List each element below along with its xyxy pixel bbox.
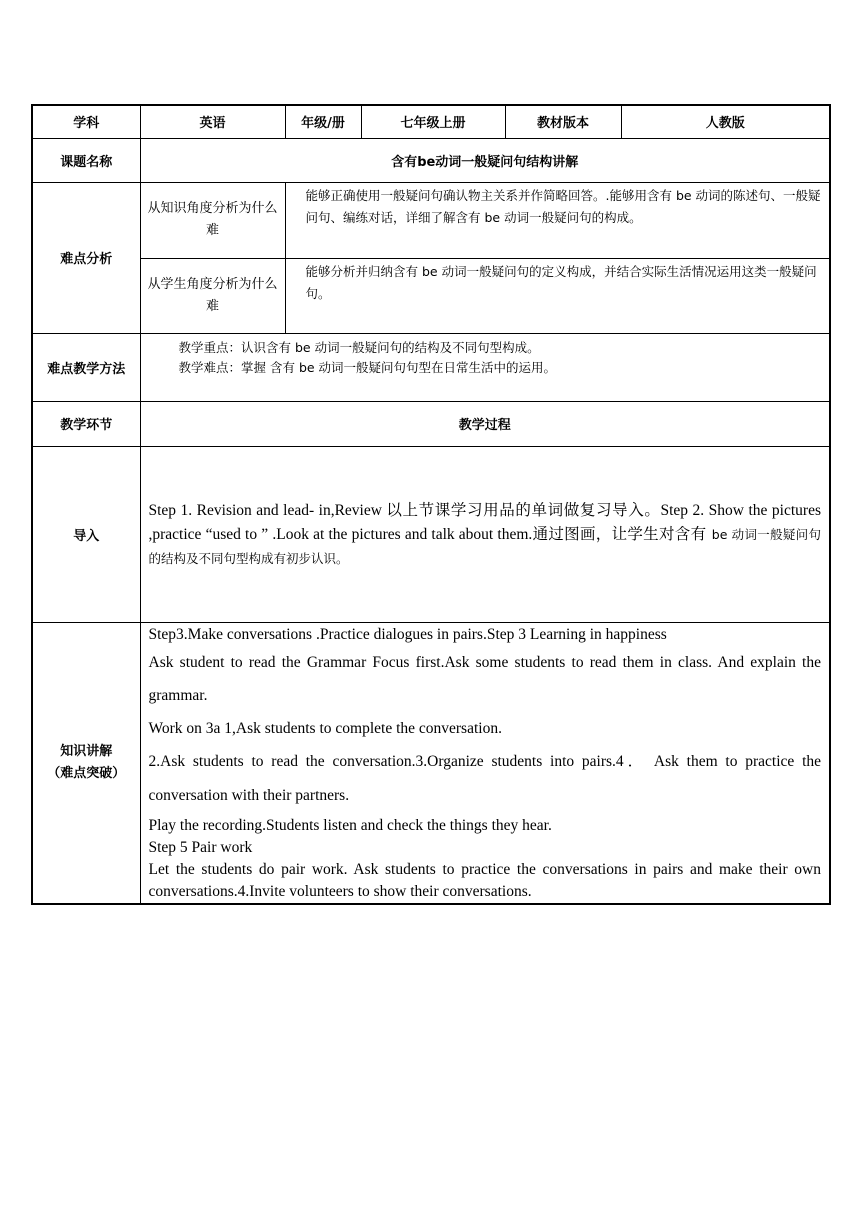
student-angle-text: 能够分析并归纳含有 be 动词一般疑问句的定义构成，并结合实际生活情况运用这类一般疑问句。 (285, 258, 830, 333)
topic-label: 课题名称 (32, 138, 140, 182)
knowledge-work-3a: Work on 3a 1,Ask students to complete the conversation. (148, 719, 502, 737)
edition-label: 教材版本 (505, 105, 621, 138)
process-label: 教学过程 (140, 401, 830, 446)
grade-value: 七年级上册 (361, 105, 505, 138)
knowledge-label (32, 622, 140, 904)
method-difficult-point: 教学难点：掌握 含有 be 动词一般疑问句句型在日常生活中的运用。 (178, 359, 557, 375)
topic-row (32, 138, 830, 182)
method-label: 难点教学方法 (32, 333, 140, 401)
knowledge-step3: Step3.Make conversations .Practice dialogues in pairs.Step 3 Learning in happiness (148, 625, 667, 643)
method-key-point: 教学重点：认识含有 be 动词一般疑问句的结构及不同句型构成。 (178, 339, 540, 355)
difficulty-knowledge-row (32, 182, 830, 258)
topic-value: 含有be动词一般疑问句结构讲解 (140, 138, 830, 182)
knowledge-angle-label: 从知识角度分析为什么难 (140, 182, 285, 258)
method-content (140, 333, 830, 401)
header-row (32, 105, 830, 138)
edition-value: 人教版 (621, 105, 830, 138)
student-angle-label: 从学生角度分析为什么难 (140, 258, 285, 333)
knowledge-label-line1: 知识讲解 (60, 743, 113, 759)
method-row (32, 333, 830, 401)
intro-content (140, 446, 830, 622)
knowledge-recording: Play the recording.Students listen and check the things they hear. (148, 816, 552, 834)
knowledge-grammar-focus: Ask student to read the Grammar Focus first.Ask some students to read them in class. And explain the grammar. (148, 653, 821, 704)
subject-label: 学科 (32, 105, 140, 138)
grade-label: 年级/册 (285, 105, 361, 138)
intro-text-tail: be 动词一般疑问句的结构及不同句型构成有初步认识。 (148, 527, 821, 566)
knowledge-angle-text: 能够正确使用一般疑问句确认物主关系并作简略回答。.能够用含有 be 动词的陈述句、一般疑问句、编练对话，详细了解含有 be 动词一般疑问句的构成。 (285, 182, 830, 258)
knowledge-label-line2: （难点突破） (47, 765, 126, 781)
subject-value: 英语 (140, 105, 285, 138)
knowledge-row (32, 622, 830, 904)
process-header-row (32, 401, 830, 446)
knowledge-pair-work: Let the students do pair work. Ask students to practice the conversations in pairs and make their own conversations.4.Invite volunteers to show their conversations. (148, 860, 821, 900)
intro-text: Step 1. Revision and lead- in,Review 以上节课学习用品的单词做复习导入。Step 2. Show the pictures ,practice “used to ” .Look at the pictures and talk about them.通过图画，让学生对含有 (148, 502, 821, 543)
lesson-plan-table (31, 104, 831, 905)
intro-label: 导入 (32, 446, 140, 622)
difficulty-student-row (32, 258, 830, 333)
knowledge-read-conversation: 2.Ask students to read the conversation.3.Organize students into pairs.4． Ask them to practice the conversation with their partners. (148, 752, 821, 804)
knowledge-step5: Step 5 Pair work (148, 838, 253, 856)
intro-row (32, 446, 830, 622)
knowledge-content (140, 622, 830, 904)
stage-label: 教学环节 (32, 401, 140, 446)
difficulty-label: 难点分析 (32, 182, 140, 333)
